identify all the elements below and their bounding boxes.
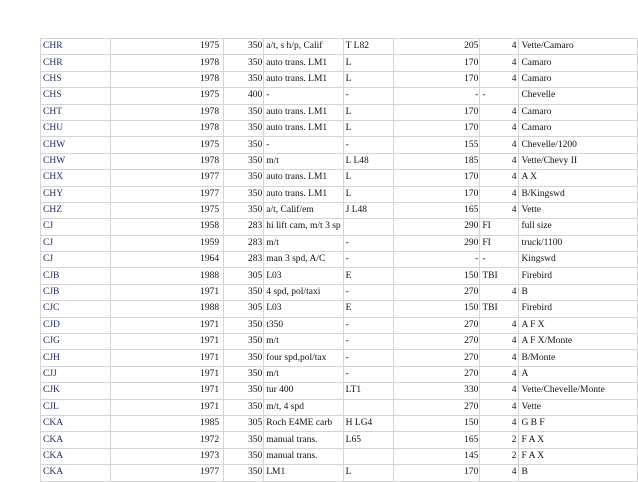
cell-rpo bbox=[343, 219, 393, 235]
cell-rpo: - bbox=[343, 88, 393, 104]
cell-application: full size bbox=[519, 219, 638, 235]
cell-transmission: L03 bbox=[264, 301, 343, 317]
cell-year: 1971 bbox=[110, 383, 223, 399]
cell-carburetor bbox=[480, 235, 519, 251]
cell-horsepower: 165 bbox=[393, 432, 480, 448]
cell-cid: 305 bbox=[224, 415, 264, 431]
cell-carburetor-text: 4 bbox=[511, 41, 517, 52]
cell-year: 1985 bbox=[110, 415, 223, 431]
table-row bbox=[41, 71, 638, 87]
cell-rpo: H LG4 bbox=[343, 415, 393, 431]
cell-carburetor bbox=[480, 301, 519, 317]
cell-engine-code: CHT bbox=[41, 104, 111, 120]
cell-application: Camaro bbox=[519, 104, 638, 120]
cell-carburetor bbox=[480, 383, 519, 399]
cell-horsepower: 270 bbox=[393, 334, 480, 350]
cell-horsepower: 170 bbox=[393, 186, 480, 202]
cell-carburetor bbox=[480, 284, 519, 300]
cell-horsepower: 170 bbox=[393, 465, 480, 481]
cell-transmission: m/t bbox=[264, 153, 343, 169]
cell-engine-code: CHS bbox=[41, 71, 111, 87]
cell-engine-code: CJK bbox=[41, 383, 111, 399]
cell-rpo: - bbox=[343, 252, 393, 268]
cell-carburetor bbox=[480, 366, 519, 382]
cell-transmission: man 3 spd, A/C bbox=[264, 252, 343, 268]
cell-application: Vette/Chevelle/Monte bbox=[519, 383, 638, 399]
cell-transmission: t350 bbox=[264, 317, 343, 333]
cell-application: B/Kingswd bbox=[519, 186, 638, 202]
cell-cid: 350 bbox=[224, 170, 264, 186]
table-row bbox=[41, 55, 638, 71]
cell-carburetor bbox=[480, 465, 519, 481]
cell-carburetor bbox=[480, 268, 519, 284]
table-row bbox=[41, 366, 638, 382]
cell-engine-code: CHW bbox=[41, 153, 111, 169]
cell-engine-code: CHU bbox=[41, 120, 111, 136]
cell-year: 1971 bbox=[110, 334, 223, 350]
cell-cid: 400 bbox=[224, 88, 264, 104]
cell-engine-code: CKA bbox=[41, 415, 111, 431]
cell-rpo: L bbox=[343, 170, 393, 186]
cell-cid: 350 bbox=[224, 448, 264, 464]
cell-carburetor bbox=[480, 219, 519, 235]
cell-horsepower: 270 bbox=[393, 399, 480, 415]
table-row bbox=[41, 88, 638, 104]
cell-cid: 350 bbox=[224, 399, 264, 415]
cell-cid: 350 bbox=[224, 432, 264, 448]
cell-engine-code: CKA bbox=[41, 432, 111, 448]
cell-carburetor-text: 4 bbox=[511, 57, 517, 68]
cell-engine-code: CJL bbox=[41, 399, 111, 415]
cell-year: 1958 bbox=[110, 219, 223, 235]
cell-transmission: m/t, 4 spd bbox=[264, 399, 343, 415]
cell-application: A bbox=[519, 366, 638, 382]
cell-horsepower: 150 bbox=[393, 415, 480, 431]
cell-transmission: - bbox=[264, 137, 343, 153]
table-row bbox=[41, 284, 638, 300]
table-row bbox=[41, 104, 638, 120]
cell-cid: 350 bbox=[224, 202, 264, 218]
cell-carburetor bbox=[480, 170, 519, 186]
cell-engine-code: CJB bbox=[41, 284, 111, 300]
cell-engine-code: CHS bbox=[41, 88, 111, 104]
cell-application: Camaro bbox=[519, 55, 638, 71]
cell-transmission: auto trans. LM1 bbox=[264, 186, 343, 202]
cell-engine-code: CHR bbox=[41, 39, 111, 55]
cell-transmission: four spd,pol/tax bbox=[264, 350, 343, 366]
table-row bbox=[41, 465, 638, 481]
cell-transmission: auto trans. LM1 bbox=[264, 71, 343, 87]
cell-engine-code: CJJ bbox=[41, 366, 111, 382]
cell-engine-code: CHX bbox=[41, 170, 111, 186]
cell-transmission: hi lift cam, m/t 3 sp bbox=[264, 219, 343, 235]
cell-application: Firebird bbox=[519, 268, 638, 284]
cell-carburetor-text: 4 bbox=[511, 418, 517, 429]
cell-transmission: m/t bbox=[264, 334, 343, 350]
cell-transmission: auto trans. LM1 bbox=[264, 104, 343, 120]
table-row bbox=[41, 301, 638, 317]
cell-cid: 350 bbox=[224, 334, 264, 350]
cell-rpo: - bbox=[343, 334, 393, 350]
cell-year: 1975 bbox=[110, 88, 223, 104]
cell-cid: 305 bbox=[224, 268, 264, 284]
cell-rpo: - bbox=[343, 284, 393, 300]
cell-horsepower: 170 bbox=[393, 120, 480, 136]
cell-cid: 283 bbox=[224, 252, 264, 268]
cell-engine-code: CJ bbox=[41, 219, 111, 235]
cell-carburetor bbox=[480, 202, 519, 218]
cell-cid: 350 bbox=[224, 350, 264, 366]
cell-carburetor-text: 4 bbox=[511, 188, 517, 199]
cell-cid: 350 bbox=[224, 55, 264, 71]
cell-application: B bbox=[519, 465, 638, 481]
cell-cid: 350 bbox=[224, 104, 264, 120]
cell-cid: 350 bbox=[224, 71, 264, 87]
cell-horsepower: 155 bbox=[393, 137, 480, 153]
cell-engine-code: CJ bbox=[41, 252, 111, 268]
cell-cid: 350 bbox=[224, 383, 264, 399]
cell-horsepower: 170 bbox=[393, 71, 480, 87]
cell-application: Camaro bbox=[519, 120, 638, 136]
cell-engine-code: CJ bbox=[41, 235, 111, 251]
cell-year: 1971 bbox=[110, 366, 223, 382]
cell-transmission: LM1 bbox=[264, 465, 343, 481]
cell-rpo: - bbox=[343, 235, 393, 251]
cell-carburetor-text: 4 bbox=[511, 106, 517, 117]
cell-carburetor bbox=[480, 399, 519, 415]
cell-rpo: J L48 bbox=[343, 202, 393, 218]
cell-cid: 350 bbox=[224, 137, 264, 153]
cell-horsepower: 290 bbox=[393, 235, 480, 251]
cell-rpo: L L48 bbox=[343, 153, 393, 169]
cell-cid: 350 bbox=[224, 186, 264, 202]
table-row bbox=[41, 186, 638, 202]
cell-carburetor-text: 4 bbox=[511, 172, 517, 183]
cell-horsepower: 165 bbox=[393, 202, 480, 218]
cell-engine-code: CHZ bbox=[41, 202, 111, 218]
cell-horsepower: 170 bbox=[393, 170, 480, 186]
cell-cid: 283 bbox=[224, 235, 264, 251]
cell-year: 1971 bbox=[110, 399, 223, 415]
cell-transmission: a/t, s h/p, Calif bbox=[264, 39, 343, 55]
cell-rpo: L bbox=[343, 55, 393, 71]
cell-rpo: T L82 bbox=[343, 39, 393, 55]
cell-year: 1988 bbox=[110, 268, 223, 284]
cell-rpo: E bbox=[343, 268, 393, 284]
cell-transmission: L03 bbox=[264, 268, 343, 284]
cell-year: 1978 bbox=[110, 153, 223, 169]
table-row bbox=[41, 399, 638, 415]
cell-transmission: auto trans. LM1 bbox=[264, 170, 343, 186]
cell-carburetor bbox=[480, 71, 519, 87]
cell-carburetor bbox=[480, 120, 519, 136]
cell-rpo: - bbox=[343, 366, 393, 382]
cell-engine-code: CHW bbox=[41, 137, 111, 153]
cell-carburetor-text: 4 bbox=[511, 319, 517, 330]
cell-year: 1978 bbox=[110, 120, 223, 136]
cell-carburetor-text: TBI bbox=[482, 270, 498, 281]
cell-carburetor bbox=[480, 55, 519, 71]
cell-transmission: - bbox=[264, 88, 343, 104]
cell-year: 1975 bbox=[110, 39, 223, 55]
table-body bbox=[41, 39, 638, 482]
cell-year: 1964 bbox=[110, 252, 223, 268]
cell-carburetor-text: 4 bbox=[511, 352, 517, 363]
cell-transmission: Roch E4ME carb bbox=[264, 415, 343, 431]
cell-transmission: auto trans. LM1 bbox=[264, 120, 343, 136]
table-row bbox=[41, 39, 638, 55]
cell-rpo: L bbox=[343, 186, 393, 202]
cell-carburetor bbox=[480, 39, 519, 55]
table-row bbox=[41, 219, 638, 235]
cell-carburetor bbox=[480, 104, 519, 120]
cell-carburetor-text: 2 bbox=[511, 450, 517, 461]
cell-horsepower: 170 bbox=[393, 55, 480, 71]
cell-carburetor-text: FI bbox=[482, 221, 491, 232]
table-row bbox=[41, 170, 638, 186]
engine-code-table bbox=[40, 38, 638, 482]
cell-carburetor-text: 4 bbox=[511, 467, 517, 478]
cell-year: 1988 bbox=[110, 301, 223, 317]
cell-year: 1975 bbox=[110, 202, 223, 218]
table-row bbox=[41, 334, 638, 350]
cell-cid: 350 bbox=[224, 120, 264, 136]
cell-engine-code: CJB bbox=[41, 268, 111, 284]
cell-horsepower: - bbox=[393, 252, 480, 268]
cell-cid: 350 bbox=[224, 366, 264, 382]
cell-carburetor bbox=[480, 186, 519, 202]
cell-carburetor bbox=[480, 88, 519, 104]
cell-horsepower: 150 bbox=[393, 301, 480, 317]
cell-rpo: L bbox=[343, 120, 393, 136]
cell-carburetor bbox=[480, 137, 519, 153]
cell-rpo: LT1 bbox=[343, 383, 393, 399]
cell-application: Chevelle/1200 bbox=[519, 137, 638, 153]
cell-horsepower: 270 bbox=[393, 366, 480, 382]
cell-rpo: L65 bbox=[343, 432, 393, 448]
cell-engine-code: CJH bbox=[41, 350, 111, 366]
table-row bbox=[41, 317, 638, 333]
cell-engine-code: CJG bbox=[41, 334, 111, 350]
cell-transmission: m/t bbox=[264, 235, 343, 251]
cell-transmission: tur 400 bbox=[264, 383, 343, 399]
table-row bbox=[41, 137, 638, 153]
cell-horsepower: 330 bbox=[393, 383, 480, 399]
cell-engine-code: CKA bbox=[41, 448, 111, 464]
table-row bbox=[41, 120, 638, 136]
cell-year: 1971 bbox=[110, 284, 223, 300]
cell-rpo: L bbox=[343, 71, 393, 87]
cell-carburetor bbox=[480, 432, 519, 448]
cell-cid: 350 bbox=[224, 39, 264, 55]
cell-rpo: - bbox=[343, 317, 393, 333]
cell-carburetor bbox=[480, 317, 519, 333]
cell-cid: 305 bbox=[224, 301, 264, 317]
cell-transmission: 4 spd, pol/taxi bbox=[264, 284, 343, 300]
cell-year: 1972 bbox=[110, 432, 223, 448]
cell-year: 1977 bbox=[110, 170, 223, 186]
cell-year: 1977 bbox=[110, 465, 223, 481]
cell-carburetor bbox=[480, 415, 519, 431]
cell-year: 1971 bbox=[110, 317, 223, 333]
cell-application: Camaro bbox=[519, 71, 638, 87]
cell-transmission: m/t bbox=[264, 366, 343, 382]
cell-engine-code: CHR bbox=[41, 55, 111, 71]
cell-application: Chevelle bbox=[519, 88, 638, 104]
cell-carburetor bbox=[480, 252, 519, 268]
cell-year: 1973 bbox=[110, 448, 223, 464]
cell-carburetor-text: - bbox=[482, 90, 486, 101]
cell-year: 1975 bbox=[110, 137, 223, 153]
cell-carburetor bbox=[480, 153, 519, 169]
cell-application: Vette/Camaro bbox=[519, 39, 638, 55]
cell-application: F A X bbox=[519, 432, 638, 448]
cell-horsepower: 170 bbox=[393, 104, 480, 120]
cell-year: 1971 bbox=[110, 350, 223, 366]
table-row bbox=[41, 383, 638, 399]
cell-carburetor-text: 4 bbox=[511, 139, 517, 150]
cell-horsepower: 270 bbox=[393, 284, 480, 300]
cell-carburetor bbox=[480, 334, 519, 350]
cell-cid: 283 bbox=[224, 219, 264, 235]
cell-horsepower: 185 bbox=[393, 153, 480, 169]
cell-carburetor bbox=[480, 350, 519, 366]
cell-engine-code: CJD bbox=[41, 317, 111, 333]
cell-rpo: E bbox=[343, 301, 393, 317]
table-row bbox=[41, 235, 638, 251]
cell-horsepower: 205 bbox=[393, 39, 480, 55]
table-row bbox=[41, 153, 638, 169]
cell-application: A X bbox=[519, 170, 638, 186]
cell-year: 1959 bbox=[110, 235, 223, 251]
cell-horsepower: 290 bbox=[393, 219, 480, 235]
cell-horsepower: 270 bbox=[393, 350, 480, 366]
cell-year: 1978 bbox=[110, 55, 223, 71]
table-row bbox=[41, 350, 638, 366]
cell-application: G B F bbox=[519, 415, 638, 431]
cell-rpo: L bbox=[343, 465, 393, 481]
cell-rpo: - bbox=[343, 137, 393, 153]
cell-carburetor-text: 2 bbox=[511, 434, 517, 445]
cell-transmission: a/t, Calif/em bbox=[264, 202, 343, 218]
cell-rpo: - bbox=[343, 350, 393, 366]
cell-carburetor-text: 4 bbox=[511, 336, 517, 347]
cell-application: B bbox=[519, 284, 638, 300]
cell-application: Firebird bbox=[519, 301, 638, 317]
cell-carburetor-text: - bbox=[482, 254, 486, 265]
cell-carburetor-text: TBI bbox=[482, 303, 498, 314]
cell-year: 1978 bbox=[110, 104, 223, 120]
cell-carburetor-text: 4 bbox=[511, 205, 517, 216]
table-row bbox=[41, 202, 638, 218]
table-row bbox=[41, 268, 638, 284]
cell-rpo: L bbox=[343, 104, 393, 120]
cell-application: Kingswd bbox=[519, 252, 638, 268]
cell-cid: 350 bbox=[224, 465, 264, 481]
cell-application: A F X/Monte bbox=[519, 334, 638, 350]
cell-transmission: manual trans. bbox=[264, 432, 343, 448]
cell-carburetor-text: 4 bbox=[511, 73, 517, 84]
cell-engine-code: CHY bbox=[41, 186, 111, 202]
cell-application: B/Monte bbox=[519, 350, 638, 366]
cell-carburetor-text: 4 bbox=[511, 123, 517, 134]
cell-application: Vette bbox=[519, 202, 638, 218]
cell-cid: 350 bbox=[224, 317, 264, 333]
cell-year: 1977 bbox=[110, 186, 223, 202]
cell-cid: 350 bbox=[224, 153, 264, 169]
cell-horsepower: 145 bbox=[393, 448, 480, 464]
cell-carburetor-text: 4 bbox=[511, 401, 517, 412]
cell-application: truck/1100 bbox=[519, 235, 638, 251]
cell-engine-code: CKA bbox=[41, 465, 111, 481]
cell-application: A F X bbox=[519, 317, 638, 333]
cell-carburetor-text: 4 bbox=[511, 287, 517, 298]
cell-application: Vette/Chevy II bbox=[519, 153, 638, 169]
cell-application: Vette bbox=[519, 399, 638, 415]
cell-carburetor-text: FI bbox=[482, 237, 491, 248]
cell-transmission: manual trans. bbox=[264, 448, 343, 464]
cell-engine-code: CJC bbox=[41, 301, 111, 317]
cell-application: F A X bbox=[519, 448, 638, 464]
cell-carburetor-text: 4 bbox=[511, 369, 517, 379]
cell-horsepower: 150 bbox=[393, 268, 480, 284]
table-row bbox=[41, 432, 638, 448]
cell-horsepower: - bbox=[393, 88, 480, 104]
cell-carburetor-text: 4 bbox=[511, 385, 517, 396]
cell-year: 1978 bbox=[110, 71, 223, 87]
cell-transmission: auto trans. LM1 bbox=[264, 55, 343, 71]
table-row bbox=[41, 415, 638, 431]
table-row bbox=[41, 252, 638, 268]
cell-carburetor-text: 4 bbox=[511, 155, 517, 166]
cell-rpo bbox=[343, 399, 393, 415]
cell-cid: 350 bbox=[224, 284, 264, 300]
cell-horsepower: 270 bbox=[393, 317, 480, 333]
